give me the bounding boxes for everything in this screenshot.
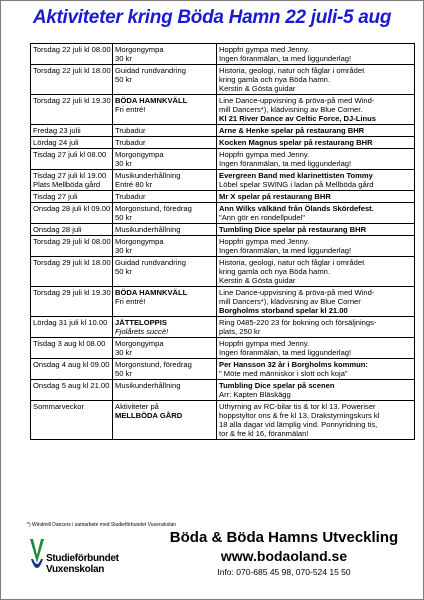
cell-what [113, 380, 217, 401]
info-line: Evergreen Band med klarinettisten Tommy [219, 171, 373, 180]
when-line: Torsdag 22 juli kl 08.00 [33, 45, 111, 54]
info-line: hoppstyltor ons & fre kl 13. Drakstyrningskurs kl [219, 411, 380, 420]
info-line: Ingen föranmälan, ta med liggunderlag! [219, 159, 352, 168]
table-row [31, 317, 415, 338]
table-row [31, 287, 415, 317]
cell-what [113, 95, 217, 125]
what-line: 30 kr [115, 54, 132, 63]
when-line: Torsdag 22 juli kl 19.30 [33, 96, 111, 105]
when-line: Onsdag 28 juli [33, 225, 82, 234]
table-row [31, 137, 415, 149]
cell-info [217, 287, 415, 317]
what-line: Musikunderhållning [115, 225, 181, 234]
info-line: Line Dance-uppvisning & pröva-på med Wind- [219, 288, 375, 297]
info-line: 18 alla dagar vid lämplig vind. Ponnyridning tis, [219, 420, 378, 429]
cell-when [31, 236, 113, 257]
when-line: Fredag 23 julii [33, 126, 81, 135]
cell-what [113, 257, 217, 287]
what-line: 50 kr [115, 75, 132, 84]
what-line: Fri entré! [115, 297, 146, 306]
when-line: Lördag 24 juli [33, 138, 79, 147]
table-row [31, 257, 415, 287]
cell-info [217, 149, 415, 170]
when-line: Onsdag 5 aug kl 21.00 [33, 381, 110, 390]
what-line: Morgongympa [115, 339, 164, 348]
cell-info [217, 401, 415, 440]
what-line: Morgongympa [115, 45, 164, 54]
info-line: Kerstin & Gösta guidar [219, 276, 296, 285]
cell-when [31, 401, 113, 440]
cell-when [31, 224, 113, 236]
cell-info [217, 224, 415, 236]
when-line: Tisdag 27 juli kl 08.00 [33, 150, 107, 159]
cell-info [217, 191, 415, 203]
info-line: Ingen föranmälan, ta med liggunderlag! [219, 348, 352, 357]
info-line: Tumbling Dice spelar på scenen [219, 381, 335, 390]
what-line: 30 kr [115, 246, 132, 255]
cell-what [113, 359, 217, 380]
cell-what [113, 338, 217, 359]
when-line: Onsdag 4 aug kl 09.00 [33, 360, 110, 369]
when-line: Lördag 31 juli kl 10.00 [33, 318, 108, 327]
info-line: Historia, geologi, natur och fåglar i området [219, 258, 365, 267]
table-row [31, 338, 415, 359]
info-line: Hoppfri gympa med Jenny. [219, 45, 310, 54]
info-line: Löbel spelar SWING i ladan på Mellböda gård [219, 180, 374, 189]
when-line: Torsdag 29 juli kl 18.00 [33, 258, 111, 267]
what-line: Fri entré! [115, 105, 146, 114]
cell-when [31, 338, 113, 359]
info-line: Hoppfri gympa med Jenny. [219, 339, 310, 348]
cell-when [31, 170, 113, 191]
table-row [31, 65, 415, 95]
info-line: mill Dancers*), klädvisning av Blue Corner [219, 297, 361, 306]
when-line: Torsdag 29 juli kl 19.30 [33, 288, 111, 297]
cell-what [113, 317, 217, 338]
table-row [31, 95, 415, 125]
cell-when [31, 287, 113, 317]
cell-when [31, 65, 113, 95]
info-line: Ingen föranmälan, ta med liggunderlag! [219, 246, 352, 255]
what-line: Fjolårets succé! [115, 327, 169, 336]
cell-what [113, 65, 217, 95]
cell-what [113, 236, 217, 257]
what-line: BÖDA HAMNKVÄLL [115, 96, 188, 105]
cell-info [217, 203, 415, 224]
info-line: Kerstin & Gösta guidar [219, 84, 296, 93]
info-line: Arne & Henke spelar på restaurang BHR [219, 126, 365, 135]
table-row [31, 224, 415, 236]
info-line: "Ann gör en rondellpudel" [219, 213, 306, 222]
contact-info: Info: 070-685 45 98, 070-524 15 50 [217, 567, 351, 577]
what-line: Trubadur [115, 192, 146, 201]
info-line: Kl 21 River Dance av Celtic Force, DJ-Linus [219, 114, 376, 123]
what-line: MELLBÖDA GÅRD [115, 411, 183, 420]
cell-what [113, 203, 217, 224]
info-line: Tumbling Dice spelar på restaurang BHR [219, 225, 367, 234]
cell-what [113, 401, 217, 440]
what-line: 50 kr [115, 267, 132, 276]
what-line: Musikunderhållning [115, 171, 181, 180]
info-line: Hoppfri gympa med Jenny. [219, 237, 310, 246]
cell-when [31, 203, 113, 224]
table-row [31, 203, 415, 224]
cell-when [31, 380, 113, 401]
cell-info [217, 137, 415, 149]
info-line: Uthyrning av RC-bilar tis & tor kl 13. Poweriser [219, 402, 376, 411]
info-line: Mr X spelar på restaurang BHR [219, 192, 331, 201]
poster-title: Aktiviteter kring Böda Hamn 22 juli-5 aug [32, 7, 392, 28]
info-line: Line Dance-uppvisning & pröva-på med Wind- [219, 96, 375, 105]
info-line: Ann Wilks välkänd från Ölands Skördefest. [219, 204, 374, 213]
what-line: Aktiviteter på [115, 402, 159, 411]
footnote: *) Windmill Dancers i samarbete med Studieförbundet Vuxenskolan [27, 522, 177, 528]
what-line: 50 kr [115, 369, 132, 378]
when-line: Tisdag 27 juli [33, 192, 78, 201]
what-line: Trubadur [115, 126, 146, 135]
what-line: Morgongympa [115, 237, 164, 246]
cell-info [217, 338, 415, 359]
logo-line-1: Studieförbundet [46, 553, 119, 564]
info-line: Arr: Kapten Bläskägg [219, 390, 291, 399]
cell-what [113, 191, 217, 203]
what-line: Musikunderhållning [115, 381, 181, 390]
info-line: Hoppfri gympa med Jenny. [219, 150, 310, 159]
cell-what [113, 125, 217, 137]
table-row [31, 401, 415, 440]
info-line: Per Hansson 32 år i Borgholms kommun: [219, 360, 368, 369]
info-line: Kocken Magnus spelar på restaurang BHR [219, 138, 373, 147]
table-row [31, 359, 415, 380]
cell-info [217, 65, 415, 95]
schedule-table [30, 43, 415, 440]
table-row [31, 191, 415, 203]
info-line: " Möte med människor i slott och koja" [219, 369, 348, 378]
what-line: Guidad rundvandring [115, 66, 186, 75]
cell-when [31, 149, 113, 170]
cell-when [31, 125, 113, 137]
when-line: Tisdag 3 aug kl 08.00 [33, 339, 106, 348]
what-line: Morgongympa [115, 150, 164, 159]
what-line: Morgonstund, föredrag [115, 360, 192, 369]
what-line: BÖDA HAMNKVÄLL [115, 288, 188, 297]
organization-name: Böda & Böda Hamns Utveckling [169, 529, 399, 546]
cell-when [31, 44, 113, 65]
table-row [31, 149, 415, 170]
info-line: kring gamla och nya Böda hamn. [219, 75, 331, 84]
what-line: Morgonstund, föredrag [115, 204, 192, 213]
cell-when [31, 257, 113, 287]
when-line: Sommarveckor [33, 402, 85, 411]
table-row [31, 236, 415, 257]
when-line: Plats Mellböda gård [33, 180, 101, 189]
table-row [31, 44, 415, 65]
info-line: plats, 250 kr [219, 327, 261, 336]
what-line: JÄTTELOPPIS [115, 318, 167, 327]
info-line: kring gamla och nya Böda hamn. [219, 267, 331, 276]
cell-info [217, 317, 415, 338]
what-line: Trubadur [115, 138, 146, 147]
what-line: 30 kr [115, 159, 132, 168]
cell-info [217, 257, 415, 287]
cell-what [113, 170, 217, 191]
cell-info [217, 125, 415, 137]
cell-what [113, 287, 217, 317]
cell-info [217, 95, 415, 125]
when-line: Torsdag 22 juli kl 18.00 [33, 66, 111, 75]
what-line: 30 kr [115, 348, 132, 357]
what-line: Entré 80 kr [115, 180, 153, 189]
cell-info [217, 380, 415, 401]
cell-info [217, 44, 415, 65]
website-link[interactable]: www.bodaoland.se [220, 548, 348, 564]
cell-what [113, 137, 217, 149]
logo-line-2: Vuxenskolan [46, 564, 105, 575]
cell-when [31, 191, 113, 203]
what-line: 50 kr [115, 213, 132, 222]
cell-when [31, 137, 113, 149]
info-line: Ingen föranmälan, ta med liggunderlag! [219, 54, 352, 63]
cell-info [217, 359, 415, 380]
table-row [31, 380, 415, 401]
info-line: Historia, geologi, natur och fåglar i området [219, 66, 365, 75]
info-line: Ring 0485-220 23 för bokning och försäljnings- [219, 318, 377, 327]
cell-when [31, 95, 113, 125]
info-line: mill Dancers*), klädvisning av Blue Corner. [219, 105, 363, 114]
what-line: Guidad rundvandring [115, 258, 186, 267]
when-line: Onsdag 28 juli kl 09.00 [33, 204, 111, 213]
cell-what [113, 149, 217, 170]
cell-info [217, 236, 415, 257]
cell-when [31, 317, 113, 338]
vuxenskolan-logo-icon [28, 537, 46, 577]
cell-info [217, 170, 415, 191]
vuxenskolan-logo [28, 535, 138, 585]
table-row [31, 170, 415, 191]
cell-what [113, 224, 217, 236]
table-row [31, 125, 415, 137]
when-line: Torsdag 29 juli kl 08.00 [33, 237, 111, 246]
info-line: tor & fre kl 16, föranmälan! [219, 429, 309, 438]
when-line: Tisdag 27 juli kl 19.00 [33, 171, 107, 180]
cell-what [113, 44, 217, 65]
cell-when [31, 359, 113, 380]
info-line: Borgholms storband spelar kl 21.00 [219, 306, 348, 315]
